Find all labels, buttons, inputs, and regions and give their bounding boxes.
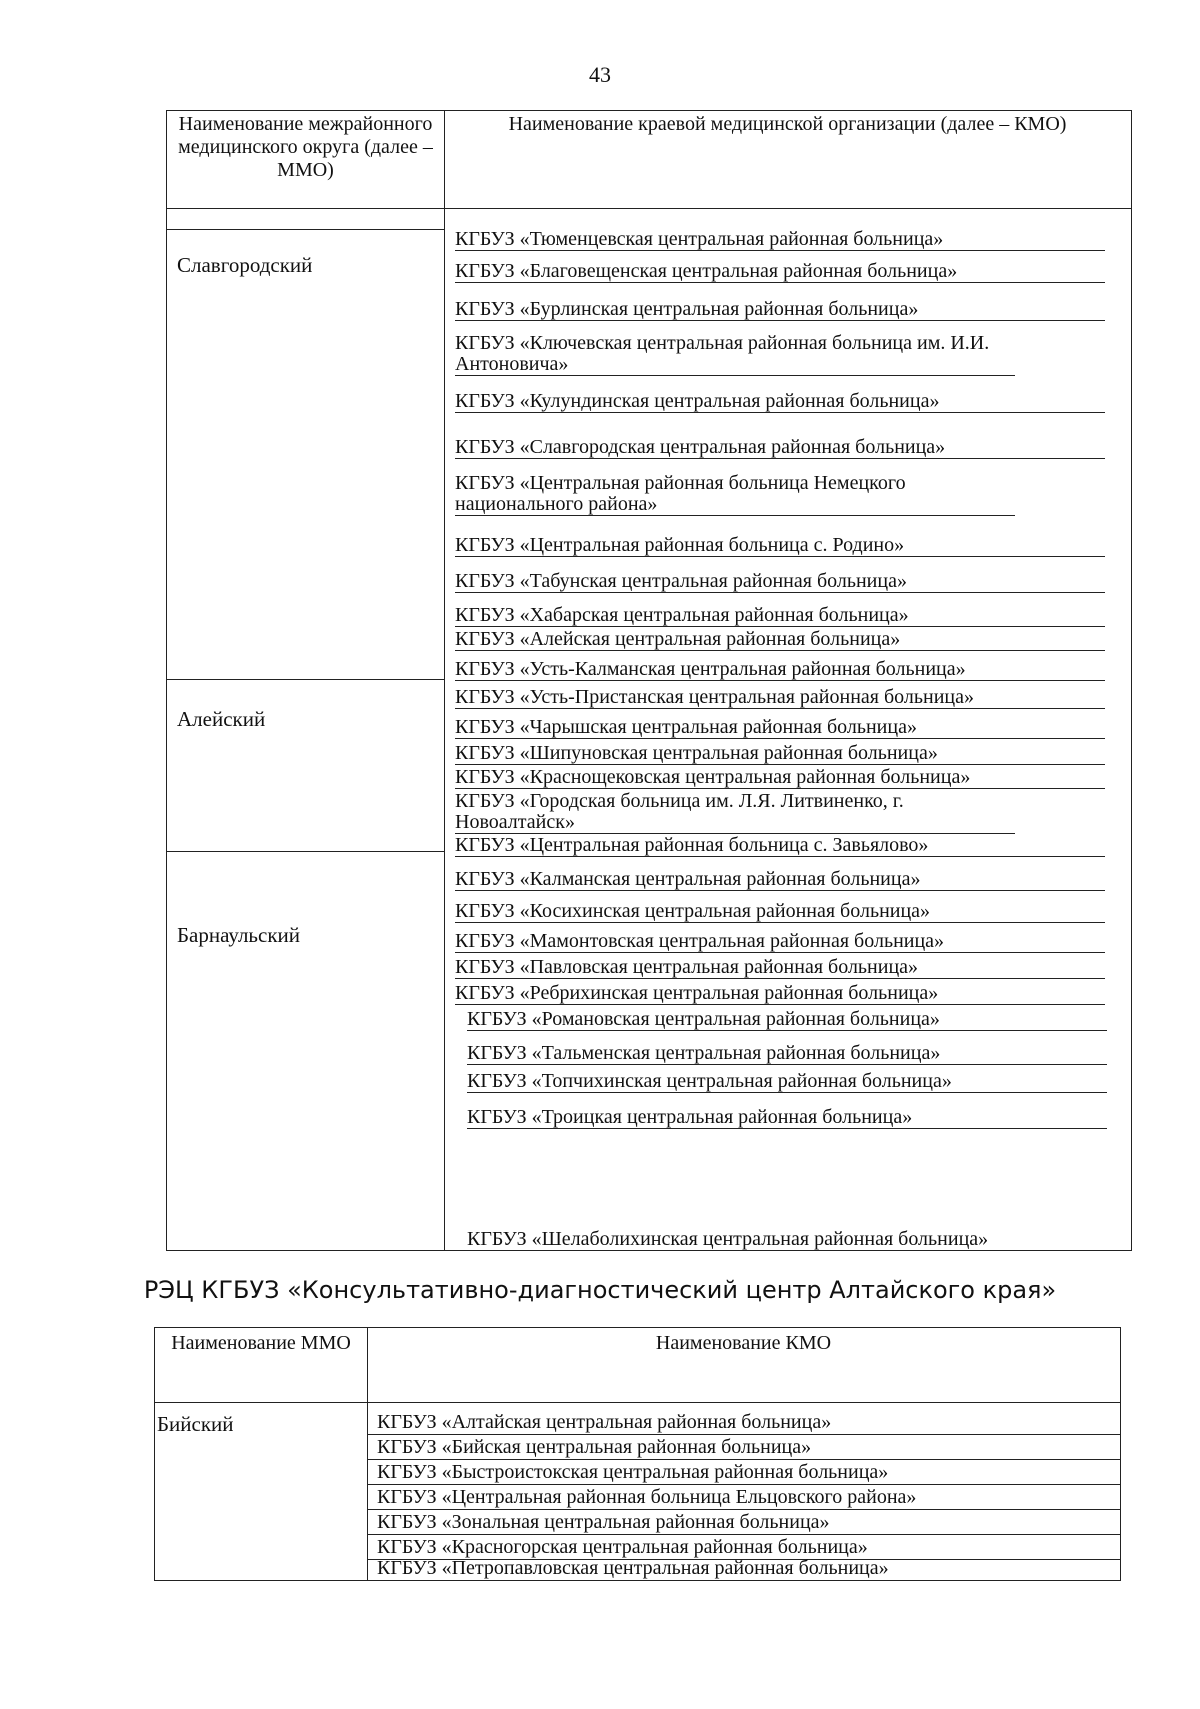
kmo-row: КГБУЗ «Алтайская центральная районная больница» (367, 1410, 1120, 1435)
kmo-row: КГБУЗ «Косихинская центральная районная больница» (455, 901, 1105, 923)
kmo-row: КГБУЗ «Бурлинская центральная районная больница» (455, 299, 1105, 321)
kmo-row: КГБУЗ «Тюменцевская центральная районная больница» (455, 229, 1105, 251)
kmo-row: КГБУЗ «Быстроистокская центральная районная больница» (367, 1460, 1120, 1485)
header-separator (155, 1402, 1120, 1403)
kmo-row: КГБУЗ «Романовская центральная районная больница» (467, 1009, 1107, 1031)
kmo-row: КГБУЗ «Табунская центральная районная больница» (455, 571, 1105, 593)
kmo-row: КГБУЗ «Троицкая центральная районная больница» (467, 1107, 1107, 1129)
kmo-row: КГБУЗ «Кулундинская центральная районная больница» (455, 391, 1105, 413)
header-kmo: Наименование КМО (655, 1332, 832, 1354)
kmo-row: КГБУЗ «Алейская центральная районная больница» (455, 629, 1105, 651)
group-separator (167, 229, 444, 230)
kmo-row: КГБУЗ «Хабарская центральная районная больница» (455, 605, 1105, 627)
column-divider (444, 111, 445, 1250)
kmo-row: КГБУЗ «Шелаболихинская центральная районная больница» (467, 1228, 989, 1250)
kmo-row: КГБУЗ «Центральная районная больница с. Родино» (455, 535, 1105, 557)
kmo-row: КГБУЗ «Петропавловская центральная районная больница» (377, 1557, 889, 1579)
kmo-row: КГБУЗ «Центральная районная больница с. Завьялово» (455, 835, 1105, 857)
header-kmo: Наименование краевой медицинской организации (далее – КМО) (508, 113, 1067, 135)
group-separator (167, 851, 444, 852)
kmo-row: КГБУЗ «Славгородская центральная районная больница» (455, 437, 1105, 459)
mmo-barnaul: Барнаульский (177, 923, 301, 947)
kmo-row: КГБУЗ «Усть-Калманская центральная районная больница» (455, 659, 1105, 681)
kmo-row: КГБУЗ «Благовещенская центральная районная больница» (455, 261, 1105, 283)
kmo-row: КГБУЗ «Тальменская центральная районная больница» (467, 1043, 1107, 1065)
kmo-row: КГБУЗ «Усть-Пристанская центральная районная больница» (455, 687, 1105, 709)
kmo-row: КГБУЗ «Центральная районная больница Ельцовского района» (367, 1485, 1120, 1510)
header-mmo: Наименование межрайонного медицинского округа (далее – ММО) (178, 113, 433, 181)
mmo-biysk: Бийский (157, 1412, 234, 1436)
group-separator (167, 679, 444, 680)
kmo-row: КГБУЗ «Калманская центральная районная больница» (455, 869, 1105, 891)
kmo-row: КГБУЗ «Краснощековская центральная районная больница» (455, 767, 1105, 789)
kmo-row: КГБУЗ «Топчихинская центральная районная больница» (467, 1071, 1107, 1093)
kmo-row: КГБУЗ «Бийская центральная районная больница» (367, 1435, 1120, 1460)
header-mmo: Наименование ММО (171, 1332, 351, 1354)
kmo-row: КГБУЗ «Ребрихинская центральная районная больница» (455, 983, 1105, 1005)
header-separator (167, 208, 1131, 209)
mmo-slavgorod: Славгородский (177, 253, 313, 277)
mmo-aleysk: Алейский (177, 707, 266, 731)
kmo-row: КГБУЗ «Шипуновская центральная районная больница» (455, 743, 1105, 765)
section-title: РЭЦ КГБУЗ «Консультативно-диагностический центр Алтайского края» (143, 1276, 1057, 1304)
biysk-table (154, 1327, 1121, 1581)
mmo-kmo-table (166, 110, 1132, 1251)
kmo-row: КГБУЗ «Павловская центральная районная больница» (455, 957, 1105, 979)
kmo-row: КГБУЗ «Центральная районная больница Немецкого национального района» (455, 473, 1015, 516)
kmo-row: КГБУЗ «Городская больница им. Л.Я. Литвиненко, г. Новоалтайск» (455, 791, 1015, 834)
kmo-row: КГБУЗ «Мамонтовская центральная районная больница» (455, 931, 1105, 953)
kmo-row: КГБУЗ «Красногорская центральная районная больница» (367, 1535, 1120, 1560)
kmo-row: КГБУЗ «Ключевская центральная районная больница им. И.И. Антоновича» (455, 333, 1015, 376)
page-number: 43 (589, 62, 611, 87)
kmo-row: КГБУЗ «Зональная центральная районная больница» (367, 1510, 1120, 1535)
kmo-row: КГБУЗ «Чарышская центральная районная больница» (455, 717, 1105, 739)
